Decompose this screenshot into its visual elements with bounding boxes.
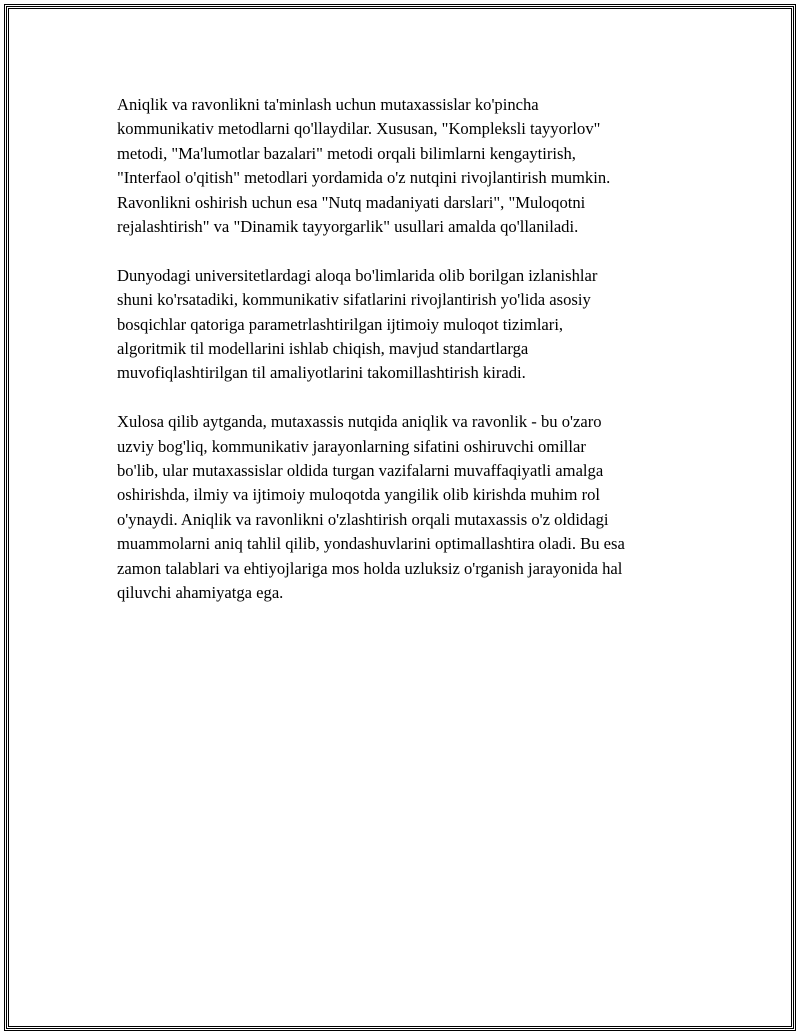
paragraph-line: "Interfaol o'qitish" metodlari yordamida o'z nutqini rivojlantirish mumkin. [117,168,611,188]
paragraph-line: Xulosa qilib aytganda, mutaxassis nutqida aniqlik va ravonlik - bu o'zaro [117,412,602,432]
paragraph-line: muammolarni aniq tahlil qilib, yondashuvlarini optimallashtira oladi. Bu esa [117,534,625,554]
paragraph-line: muvofiqlashtirilgan til amaliyotlarini takomillashtirish kiradi. [117,363,526,383]
paragraph-line: Aniqlik va ravonlikni ta'minlash uchun mutaxassislar ko'pincha [117,95,539,114]
paragraph-line: o'ynaydi. Aniqlik va ravonlikni o'zlashtirish orqali mutaxassis o'z oldidagi [117,509,609,529]
paragraph-line: kommunikativ metodlarni qo'llaydilar. Xususan, "Kompleksli tayyorlov" [117,119,601,139]
paragraph-line: Dunyodagi universitetlardagi aloqa bo'limlarida olib borilgan izlanishlar [117,265,598,285]
paragraph-2 [117,264,685,386]
paragraph-line: rejalashtirish" va "Dinamik tayyorgarlik" usullari amalda qo'llaniladi. [117,217,579,237]
paragraph-3 [117,410,685,605]
document-body [117,93,685,630]
paragraph-line: zamon talablari va ehtiyojlariga mos holda uzluksiz o'rganish jarayonida hal [117,558,623,578]
paragraph-line: bo'lib, ular mutaxassislar oldida turgan vazifalarni muvaffaqiyatli amalga [117,461,604,481]
paragraph-line: algoritmik til modellarini ishlab chiqish, mavjud standartlarga [117,339,529,359]
paragraph-line: oshirishda, ilmiy va ijtimoiy muloqotda yangilik olib kirishda muhim rol [117,485,601,505]
paragraph-line: metodi, "Ma'lumotlar bazalari" metodi orqali bilimlarni kengaytirish, [117,143,576,163]
paragraph-line: Ravonlikni oshirish uchun esa "Nutq madaniyati darslari", "Muloqotni [117,192,586,212]
paragraph-line: qiluvchi ahamiyatga ega. [117,583,284,603]
paragraph-line: bosqichlar qatoriga parametrlashtirilgan ijtimoiy muloqot tizimlari, [117,314,564,334]
paragraph-line: uzviy bog'liq, kommunikativ jarayonlarning sifatini oshiruvchi omillar [117,436,586,456]
paragraph-1 [117,93,685,239]
paragraph-line: shuni ko'rsatadiki, kommunikativ sifatlarini rivojlantirish yo'lida asosiy [117,290,591,310]
